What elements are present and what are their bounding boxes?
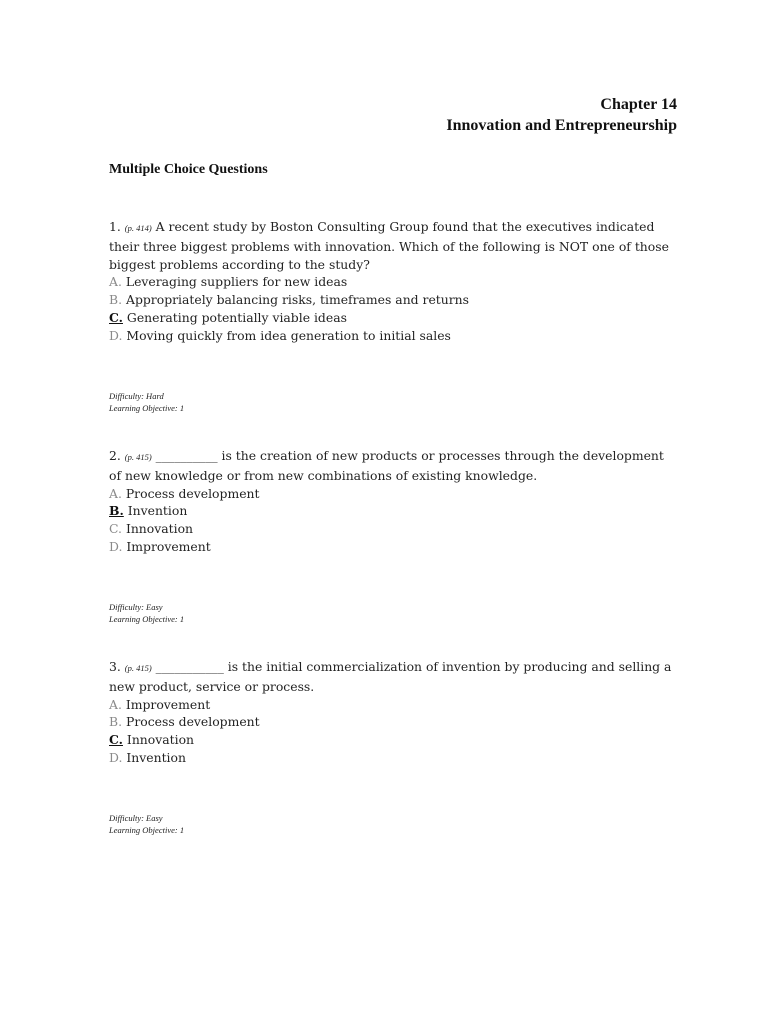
question-3	[109, 658, 674, 767]
difficulty: Difficulty: Easy	[109, 813, 163, 823]
option-a	[109, 485, 674, 503]
page-reference: (p. 415)	[124, 663, 152, 673]
learning-objective: Learning Objective: 1	[109, 403, 185, 413]
option-text: Generating potentially viable ideas	[126, 309, 347, 325]
difficulty: Difficulty: Hard	[109, 391, 164, 401]
chapter-title: Innovation and Entrepreneurship	[446, 117, 677, 134]
option-letter: A.	[109, 274, 122, 290]
option-text: Invention	[126, 749, 186, 765]
question-number: 1.	[109, 219, 121, 234]
page-reference: (p. 414)	[124, 223, 152, 233]
option-text: Moving quickly from idea generation to initial sales	[126, 327, 451, 343]
option-d	[109, 749, 674, 767]
question-stem	[109, 218, 674, 273]
option-text: Invention	[127, 503, 188, 519]
question-number: 3.	[109, 659, 121, 674]
option-text: Process development	[125, 485, 260, 501]
question-text: ___________ is the initial commercialization of invention by producing and selling a new product, service or process.	[109, 659, 672, 694]
option-d	[109, 538, 674, 556]
option-c-correct	[109, 731, 674, 749]
learning-objective: Learning Objective: 1	[109, 825, 185, 835]
chapter-number: Chapter 14	[600, 96, 677, 113]
option-letter: D.	[109, 327, 123, 343]
question-text: __________ is the creation of new products or processes through the development of new knowledge or from new combinations of existing knowledge.	[109, 448, 664, 483]
option-b	[109, 291, 674, 309]
learning-objective: Learning Objective: 1	[109, 614, 185, 624]
option-b	[109, 713, 674, 731]
option-letter: D.	[109, 749, 123, 765]
option-text: Leveraging suppliers for new ideas	[125, 274, 348, 290]
option-letter: B.	[109, 292, 123, 308]
correct-answer-letter: C.	[109, 309, 123, 325]
option-letter: A.	[109, 696, 122, 712]
correct-answer-letter: C.	[109, 732, 123, 748]
option-text: Innovation	[125, 521, 194, 537]
option-c	[109, 520, 674, 538]
option-letter: B.	[109, 714, 123, 730]
chapter-header	[446, 94, 677, 136]
option-c-correct	[109, 309, 674, 327]
option-letter: C.	[109, 521, 122, 537]
option-d	[109, 327, 674, 345]
page-reference: (p. 415)	[124, 452, 152, 462]
question-number: 2.	[109, 448, 121, 463]
option-text: Process development	[126, 714, 260, 730]
option-text: Innovation	[126, 732, 195, 748]
option-letter: D.	[109, 538, 123, 554]
question-2	[109, 447, 674, 556]
option-b-correct	[109, 502, 674, 520]
option-a	[109, 273, 674, 291]
option-a	[109, 696, 674, 714]
question-2-meta	[109, 601, 184, 625]
question-stem	[109, 658, 674, 696]
question-stem	[109, 447, 674, 485]
option-text: Improvement	[125, 696, 211, 712]
correct-answer-letter: B.	[109, 503, 124, 519]
question-text: A recent study by Boston Consulting Group found that the executives indicated their three biggest problems with innovation. Which of the following is NOT one of those biggest problems according to the study?	[109, 219, 669, 272]
option-text: Improvement	[126, 538, 211, 554]
question-3-meta	[109, 812, 184, 836]
difficulty: Difficulty: Easy	[109, 602, 163, 612]
section-title: Multiple Choice Questions	[109, 162, 268, 177]
option-letter: A.	[109, 485, 122, 501]
question-1-meta	[109, 390, 184, 414]
option-text: Appropriately balancing risks, timeframes and returns	[126, 292, 470, 308]
question-1	[109, 218, 674, 345]
